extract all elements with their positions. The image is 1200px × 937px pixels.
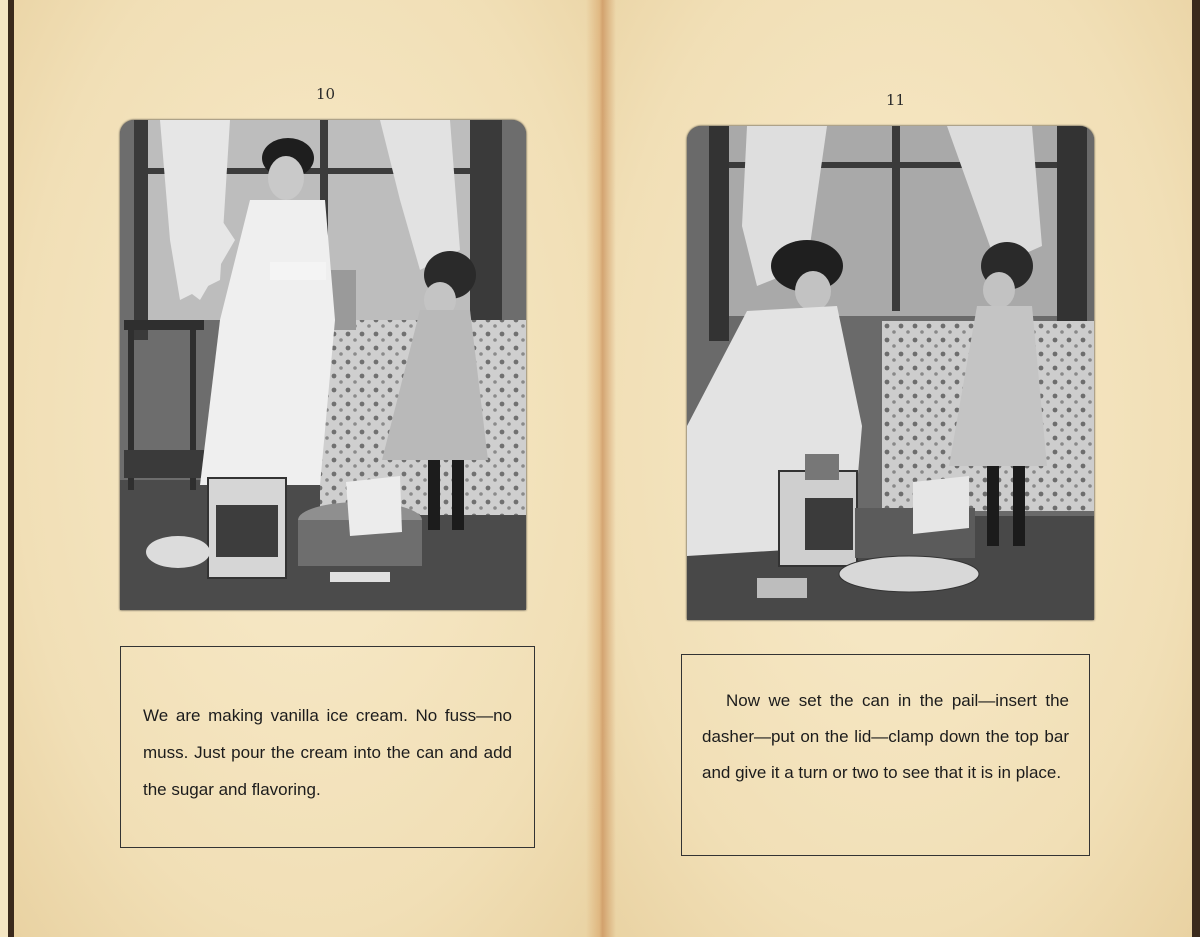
right-caption-text: Now we set the can in the pail—insert the dasher—put on the lid—clamp down the top bar and give it a turn or two to see that it is in place. <box>702 691 1069 782</box>
woman-kneeling-freezer-photo-icon <box>687 126 1094 620</box>
right-illustration-photo <box>687 126 1094 620</box>
page-number-left: 10 <box>316 85 336 103</box>
book-gutter <box>586 0 616 937</box>
woman-and-girl-photo-icon <box>120 120 526 610</box>
left-caption-box <box>120 646 535 848</box>
right-page <box>600 0 1200 937</box>
page-number-right: 11 <box>886 91 906 109</box>
left-page <box>8 0 606 937</box>
left-illustration-photo <box>120 120 526 610</box>
right-caption-box <box>681 654 1090 856</box>
left-caption-text: We are making vanilla ice cream. No fuss—no muss. Just pour the cream into the can and add the sugar and flavoring. <box>143 706 512 799</box>
